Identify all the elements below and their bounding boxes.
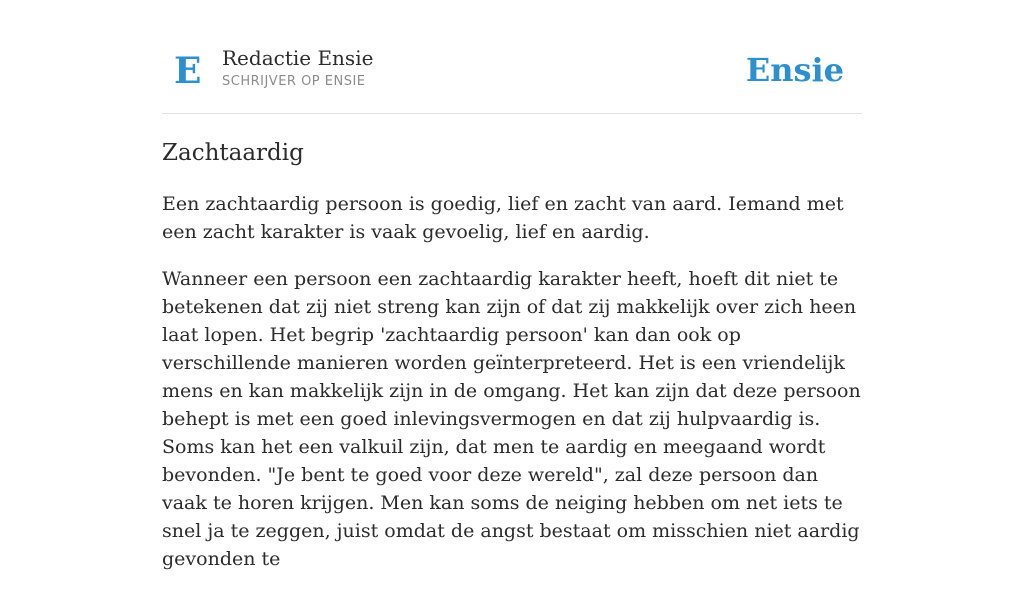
article-paragraph: Een zachtaardig persoon is goedig, lief en zacht van aard. Iemand met een zacht karakter is vaak gevoelig, lief en aardig. [162,193,844,243]
article-paragraph: Wanneer een persoon een zachtaardig karakter heeft, hoeft dit niet te betekenen dat zij niet streng kan zijn of dat zij makkelijk over zich heen laat lopen. Het begrip 'zachtaardig persoon' kan dan ook op verschillende manieren worden geïnterpreteerd. Het is een vriendelijk mens en kan makkelijk zijn in de omgang. Het kan zijn dat deze persoon behept is met een goed inlevingsvermogen en dat zij hulpvaardig is. Soms kan het een valkuil zijn, dat men te aardig en meegaand wordt bevonden. "Je bent te goed voor deze wereld", zal deze persoon dan vaak te horen krijgen. Men kan soms de neiging hebben om net iets te snel ja te zeggen, juist omdat de angst bestaat om misschien niet aardig gevonden te [162,268,861,570]
author-logo[interactable]: E [174,50,202,92]
author-name[interactable]: Redactie Ensie [222,46,374,70]
article-title: Zachtaardig [162,140,304,166]
author-role: SCHRIJVER OP ENSIE [222,74,366,89]
author-header [162,40,862,114]
article-body [162,190,862,592]
brand-logo[interactable]: Ensie [745,51,844,89]
